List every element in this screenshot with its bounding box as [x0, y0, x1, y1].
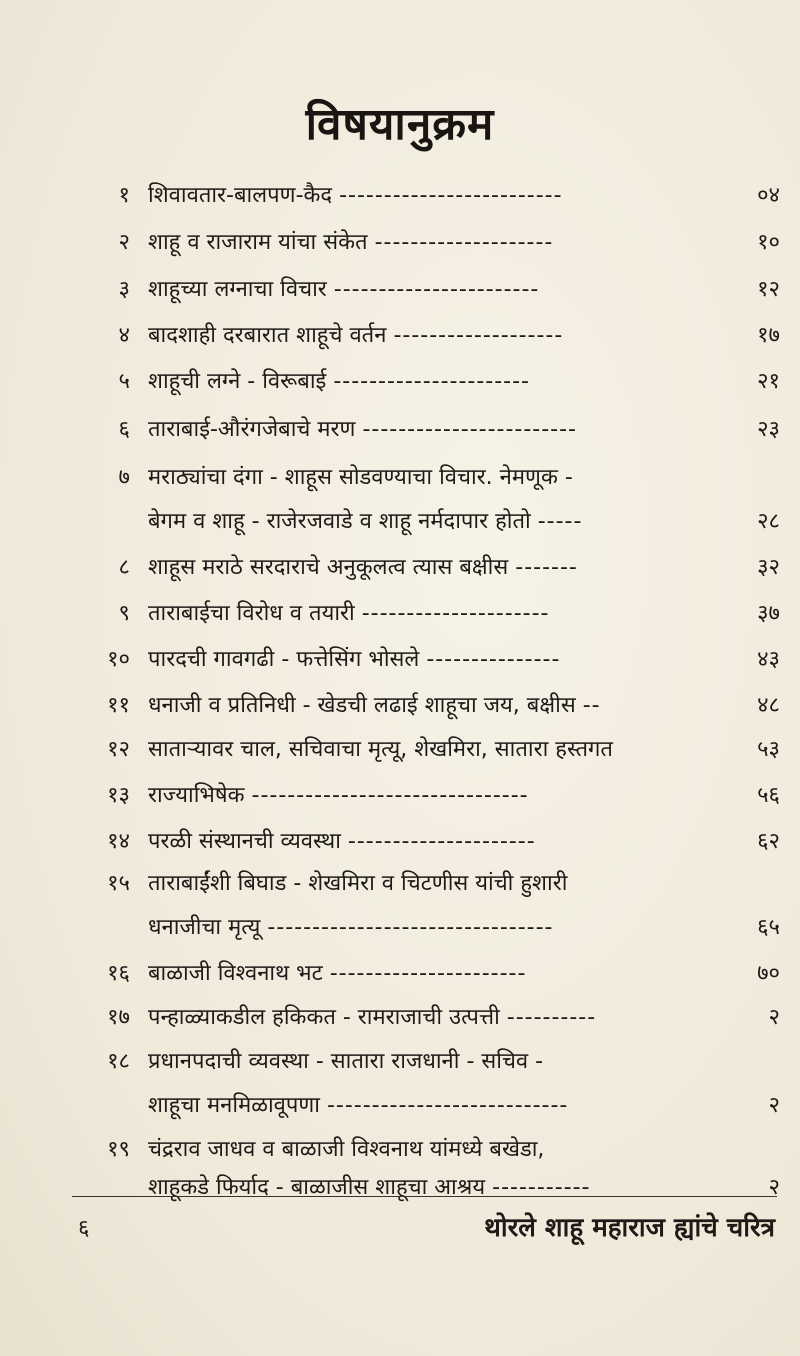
- toc-entry-title: साताऱ्यावर चाल, सचिवाचा मृत्यू, शेखमिरा, सातारा हस्तगत: [148, 737, 613, 762]
- toc-entry-number: १: [118, 183, 130, 208]
- toc-entry-number: १९: [107, 1137, 130, 1162]
- toc-entry-leader: ---------------------: [347, 829, 536, 854]
- toc-entry-leader: ------------------------: [362, 417, 577, 442]
- toc-entry-page: २८: [757, 509, 780, 534]
- toc-entry-line: [148, 908, 780, 948]
- toc-entry: [90, 502, 780, 542]
- toc-entry-title: शाहूची लग्ने - विरूबाई: [148, 369, 327, 394]
- toc-entry-line: [148, 954, 780, 994]
- footer-divider: [72, 1196, 777, 1197]
- toc-entry-number: ५: [118, 369, 130, 394]
- toc-entry: [90, 1130, 780, 1170]
- toc-entry-title: प्रधानपदाची व्यवस्था - सातारा राजधानी - सचिव -: [148, 1049, 544, 1074]
- toc-entry: [90, 954, 780, 994]
- toc-entry-line: [148, 730, 780, 770]
- toc-entry: [90, 176, 780, 216]
- toc-entry-page: ५३: [757, 737, 780, 762]
- toc-entry-title: पारदची गावगढी - फत्तेसिंग भोसले: [148, 647, 420, 672]
- toc-entry-leader: ---------------: [426, 647, 561, 672]
- toc-entry: [90, 594, 780, 634]
- toc-entry-page: ३२: [757, 555, 780, 580]
- toc-entry-line: [148, 686, 780, 726]
- toc-entry-line: [148, 1042, 780, 1082]
- toc-entry-number: १८: [107, 1049, 130, 1074]
- toc-entry-page: ०४: [757, 183, 780, 208]
- toc-entry-leader: --------------------------------: [267, 915, 554, 940]
- toc-entry: [90, 730, 780, 770]
- toc-entry-title: ताराबाईंशी बिघाड - शेखमिरा व चिटणीस यांची हुशारी: [148, 871, 568, 896]
- toc-entry-title: ताराबाईचा विरोध व तयारी: [148, 601, 355, 626]
- toc-entry-line: [148, 458, 780, 498]
- toc-entry-title: मराठ्यांचा दंगा - शाहूस सोडवण्याचा विचार. नेमणूक -: [148, 465, 573, 490]
- toc-entry-title: परळी संस्थानची व्यवस्था: [148, 829, 341, 854]
- toc-entry-line: [148, 410, 780, 450]
- toc-entry: [90, 458, 780, 498]
- toc-entry-title: पन्हाळ्याकडील हकिकत - रामराजाची उत्पत्ती: [148, 1005, 500, 1030]
- toc-entry-leader: --: [582, 693, 601, 718]
- toc-entry: [90, 1086, 780, 1126]
- toc-entry-page: ३७: [757, 601, 780, 626]
- toc-entry-title: धनाजी व प्रतिनिधी - खेडची लढाई शाहूचा जय, बक्षीस: [148, 693, 576, 718]
- toc-entry: [90, 998, 780, 1038]
- toc-entry-number: १५: [107, 871, 130, 896]
- toc-entry-leader: ----------------------: [329, 961, 527, 986]
- toc-entry-line: [148, 776, 780, 816]
- footer-book-title: थोरले शाहू महाराज ह्यांचे चरित्र: [484, 1213, 775, 1243]
- toc-entry-number: ८: [118, 555, 130, 580]
- toc-entry-line: [148, 176, 780, 216]
- toc-entry-title: शाहू व राजाराम यांचा संकेत: [148, 230, 368, 255]
- toc-entry-page: १७: [757, 323, 780, 348]
- toc-entry-title: राज्याभिषेक: [148, 783, 245, 808]
- toc-entry: [90, 640, 780, 680]
- toc-entry-line: [148, 362, 780, 402]
- toc-entry-leader: ---------------------: [361, 601, 550, 626]
- toc-entry-leader: -----------------------: [333, 277, 540, 302]
- toc-entry-line: [148, 594, 780, 634]
- toc-entry-leader: ----------------------: [333, 369, 530, 394]
- toc-entry-title: चंद्रराव जाधव व बाळाजी विश्वनाथ यांमध्ये बखेडा,: [148, 1137, 545, 1162]
- toc-entry: [90, 776, 780, 816]
- toc-entry-leader: -------------------: [393, 323, 564, 348]
- toc-entry-title: बाळाजी विश्वनाथ भट: [148, 961, 323, 986]
- toc-entry-number: ११: [107, 693, 130, 718]
- toc-entry-number: १६: [107, 961, 130, 986]
- toc-entry-line: [148, 502, 780, 542]
- toc-entry-line: [148, 316, 780, 356]
- toc-entry-page: ७०: [757, 961, 780, 986]
- toc-entry-line: [148, 1130, 780, 1170]
- toc-entry-page: २१: [757, 369, 780, 394]
- toc-entry-leader: ----------: [506, 1005, 597, 1030]
- toc-entry-leader: -----------: [492, 1175, 591, 1200]
- toc-entry-number: ७: [118, 465, 130, 490]
- toc-entry-page: १०: [757, 230, 780, 255]
- page-title: विषयानुक्रम: [305, 99, 495, 150]
- footer-page-number: ६: [78, 1216, 90, 1241]
- toc-entry-number: १२: [107, 737, 130, 762]
- toc-entry-title: धनाजीचा मृत्यू: [148, 915, 261, 940]
- toc-entry: [90, 864, 780, 904]
- toc-entry-title: शाहूच्या लग्नाचा विचार: [148, 277, 327, 302]
- toc-entry-leader: -------: [515, 555, 578, 580]
- toc-entry-page: २: [768, 1005, 780, 1030]
- toc-entry-page: १२: [757, 277, 780, 302]
- toc-entry-line: [148, 1168, 780, 1208]
- toc-entry: [90, 316, 780, 356]
- toc-entry-title: बेगम व शाहू - राजेरजवाडे व शाहू नर्मदापार होतो: [148, 509, 531, 534]
- toc-entry-leader: --------------------: [374, 230, 554, 255]
- toc-entry-number: ९: [118, 601, 130, 626]
- toc-entry-leader: ---------------------------: [326, 1093, 569, 1118]
- toc-entry-line: [148, 1086, 780, 1126]
- toc-entry-page: २: [768, 1175, 780, 1200]
- toc-entry-title: शाहूचा मनमिळावूपणा: [148, 1093, 320, 1118]
- toc-entry: [90, 362, 780, 402]
- toc-entry-page: ६५: [757, 915, 780, 940]
- toc-entry-number: १४: [107, 829, 130, 854]
- toc-entry: [90, 822, 780, 862]
- toc-entry-line: [148, 223, 780, 263]
- toc-entry: [90, 908, 780, 948]
- toc-entry-page: २३: [757, 417, 780, 442]
- toc-entry-page: ६२: [757, 829, 780, 854]
- toc-entry-page: २: [768, 1093, 780, 1118]
- toc-entry-leader: -------------------------------: [251, 783, 529, 808]
- toc-entry-number: ४: [118, 323, 130, 348]
- toc-entry-line: [148, 864, 780, 904]
- toc-entry: [90, 1042, 780, 1082]
- toc-entry-line: [148, 822, 780, 862]
- toc-entry-title: शिवावतार-बालपण-कैद: [148, 183, 333, 208]
- toc-entry-number: १०: [107, 647, 130, 672]
- toc-entry: [90, 1168, 780, 1208]
- toc-entry-title: शाहूस मराठे सरदाराचे अनुकूलत्व त्यास बक्षीस: [148, 555, 509, 580]
- toc-entry-line: [148, 640, 780, 680]
- toc-entry: [90, 410, 780, 450]
- toc-entry-page: ४८: [757, 693, 780, 718]
- toc-entry: [90, 223, 780, 263]
- toc-entry: [90, 270, 780, 310]
- toc-entry-leader: -------------------------: [339, 183, 563, 208]
- toc-entry-leader: -----: [537, 509, 583, 534]
- toc-entry-number: १७: [107, 1005, 130, 1030]
- toc-entry-title: शाहूकडे फिर्याद - बाळाजीस शाहूचा आश्रय: [148, 1175, 486, 1200]
- toc-entry-page: ४३: [757, 647, 780, 672]
- toc-entry-line: [148, 998, 780, 1038]
- toc-entry-number: २: [118, 230, 130, 255]
- toc-entry-number: ३: [118, 277, 130, 302]
- toc-entry-number: १३: [107, 783, 130, 808]
- toc-entry-title: बादशाही दरबारात शाहूचे वर्तन: [148, 323, 387, 348]
- toc-entry: [90, 686, 780, 726]
- toc-entry-number: ६: [118, 417, 130, 442]
- toc-entry-line: [148, 270, 780, 310]
- toc-entry: [90, 548, 780, 588]
- toc-entry-line: [148, 548, 780, 588]
- toc-entry-title: ताराबाई-औरंगजेबाचे मरण: [148, 417, 356, 442]
- toc-entry-page: ५६: [757, 783, 780, 808]
